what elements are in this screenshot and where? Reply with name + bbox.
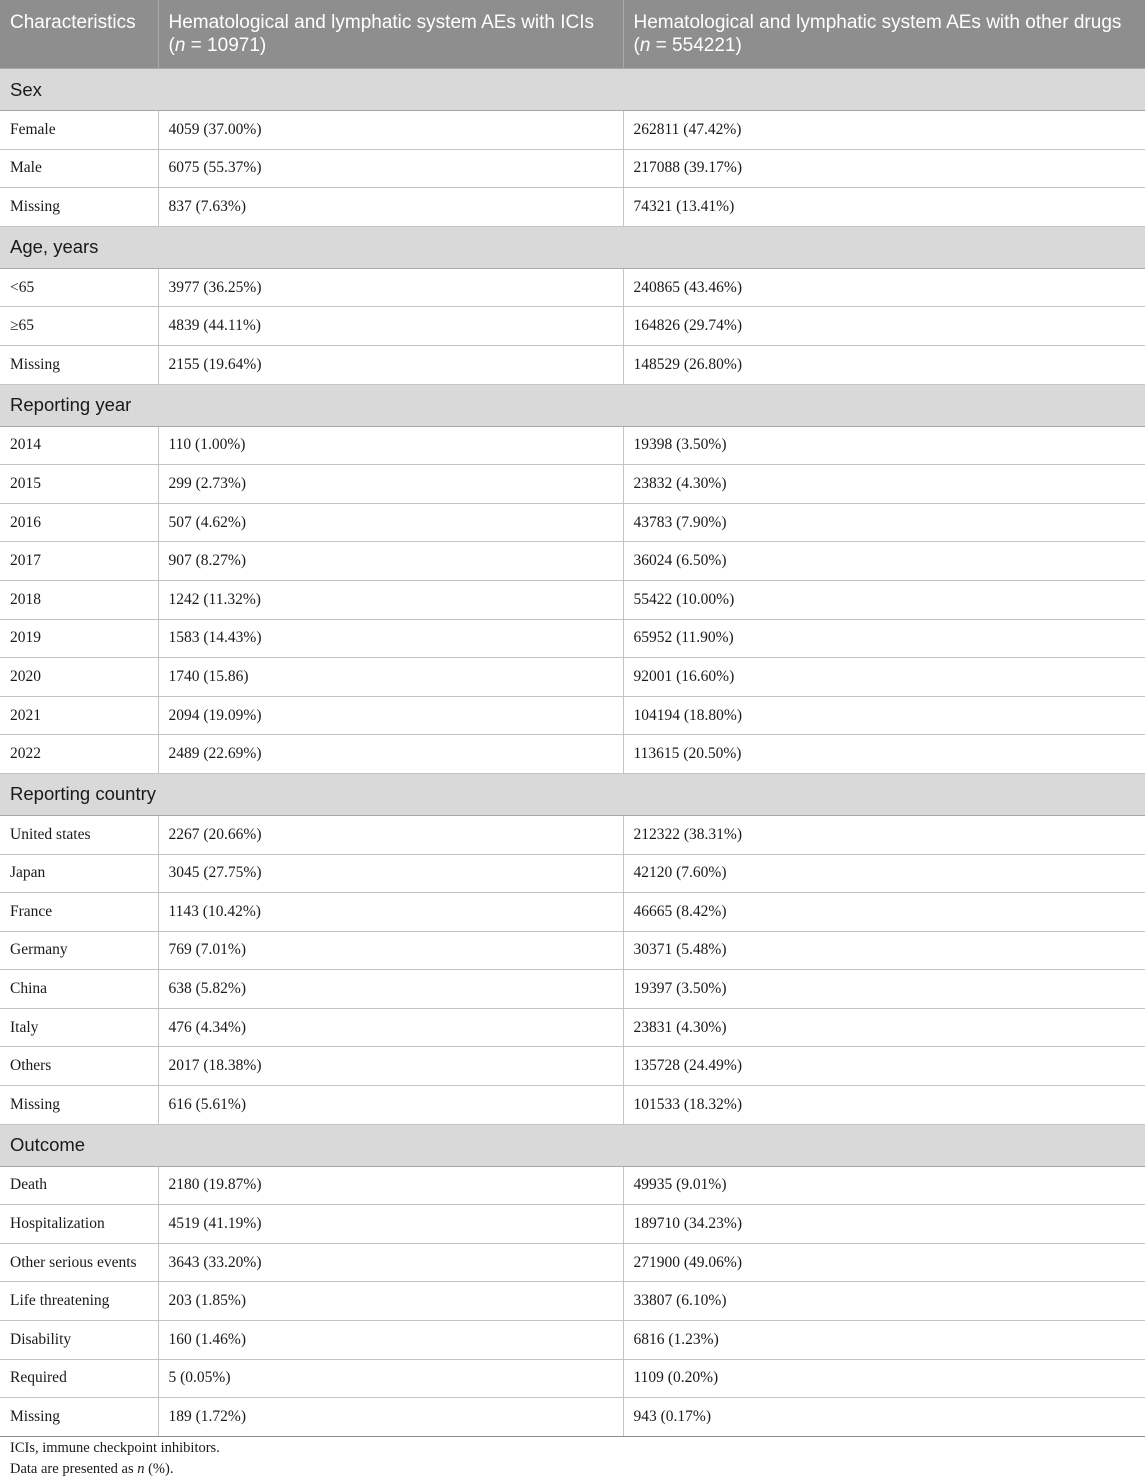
table-row: [0, 1047, 1145, 1086]
section-row: [0, 384, 1145, 426]
row-other-value: 6816 (1.23%): [623, 1321, 1145, 1360]
row-other-value: 135728 (24.49%): [623, 1047, 1145, 1086]
row-ici-value: 1143 (10.42%): [158, 893, 623, 932]
table-row: [0, 542, 1145, 581]
section-title: Sex: [0, 69, 1145, 111]
row-characteristic: 2017: [0, 542, 158, 581]
table-row: [0, 1243, 1145, 1282]
row-other-value: 148529 (26.80%): [623, 345, 1145, 384]
row-other-value: 189710 (34.23%): [623, 1205, 1145, 1244]
row-ici-value: 769 (7.01%): [158, 931, 623, 970]
row-characteristic: Germany: [0, 931, 158, 970]
row-characteristic: Missing: [0, 1398, 158, 1437]
row-characteristic: Missing: [0, 188, 158, 227]
row-characteristic: Death: [0, 1166, 158, 1205]
row-ici-value: 6075 (55.37%): [158, 149, 623, 188]
table-row: [0, 307, 1145, 346]
footnote-abbreviation: ICIs, immune checkpoint inhibitors.: [10, 1440, 220, 1456]
row-ici-value: 3643 (33.20%): [158, 1243, 623, 1282]
row-characteristic: Female: [0, 111, 158, 150]
row-other-value: 217088 (39.17%): [623, 149, 1145, 188]
row-characteristic: Hospitalization: [0, 1205, 158, 1244]
row-ici-value: 4059 (37.00%): [158, 111, 623, 150]
row-other-value: 23832 (4.30%): [623, 465, 1145, 504]
header-ici-label: Hematological and lymphatic system AEs with ICIs: [168, 12, 595, 33]
row-other-value: 240865 (43.46%): [623, 268, 1145, 307]
table-row: [0, 970, 1145, 1009]
table-row: [0, 1086, 1145, 1125]
footnote-data-format: Data are presented as n (%).: [10, 1461, 174, 1477]
row-ici-value: 4519 (41.19%): [158, 1205, 623, 1244]
row-characteristic: Others: [0, 1047, 158, 1086]
row-characteristic: Japan: [0, 854, 158, 893]
table-row: [0, 580, 1145, 619]
row-other-value: 30371 (5.48%): [623, 931, 1145, 970]
table-row: [0, 1282, 1145, 1321]
row-ici-value: 299 (2.73%): [158, 465, 623, 504]
table-row: [0, 149, 1145, 188]
row-other-value: 19397 (3.50%): [623, 970, 1145, 1009]
table-row: [0, 1008, 1145, 1047]
row-ici-value: 1583 (14.43%): [158, 619, 623, 658]
row-characteristic: 2021: [0, 696, 158, 735]
header-ici-group: Hematological and lymphatic system AEs with ICIs (n = 10971): [158, 0, 623, 69]
table-row: [0, 503, 1145, 542]
row-other-value: 46665 (8.42%): [623, 893, 1145, 932]
row-other-value: 33807 (6.10%): [623, 1282, 1145, 1321]
table-row: [0, 893, 1145, 932]
row-other-value: 113615 (20.50%): [623, 735, 1145, 774]
row-ici-value: 2180 (19.87%): [158, 1166, 623, 1205]
row-ici-value: 203 (1.85%): [158, 1282, 623, 1321]
row-ici-value: 638 (5.82%): [158, 970, 623, 1009]
table-row: [0, 1398, 1145, 1437]
row-ici-value: 3977 (36.25%): [158, 268, 623, 307]
row-ici-value: 3045 (27.75%): [158, 854, 623, 893]
header-other-group: Hematological and lymphatic system AEs with other drugs (n = 554221): [623, 0, 1145, 69]
row-other-value: 36024 (6.50%): [623, 542, 1145, 581]
row-other-value: 943 (0.17%): [623, 1398, 1145, 1437]
row-other-value: 104194 (18.80%): [623, 696, 1145, 735]
row-ici-value: 476 (4.34%): [158, 1008, 623, 1047]
table-body: [0, 69, 1145, 1437]
header-ici-n-value: = 10971): [185, 35, 267, 56]
table-row: [0, 735, 1145, 774]
row-other-value: 74321 (13.41%): [623, 188, 1145, 227]
section-row: [0, 69, 1145, 111]
table-row: [0, 426, 1145, 465]
table-row: [0, 619, 1145, 658]
table-row: [0, 696, 1145, 735]
section-row: [0, 1124, 1145, 1166]
section-title: Age, years: [0, 226, 1145, 268]
row-ici-value: 507 (4.62%): [158, 503, 623, 542]
row-characteristic: 2019: [0, 619, 158, 658]
row-characteristic: Italy: [0, 1008, 158, 1047]
table-row: [0, 1359, 1145, 1398]
header-other-n-var: n: [639, 35, 651, 56]
table-row: [0, 658, 1145, 697]
row-other-value: 101533 (18.32%): [623, 1086, 1145, 1125]
row-other-value: 212322 (38.31%): [623, 815, 1145, 854]
row-other-value: 164826 (29.74%): [623, 307, 1145, 346]
row-ici-value: 5 (0.05%): [158, 1359, 623, 1398]
table-row: [0, 1205, 1145, 1244]
row-characteristic: China: [0, 970, 158, 1009]
row-characteristic: 2020: [0, 658, 158, 697]
row-ici-value: 616 (5.61%): [158, 1086, 623, 1125]
row-other-value: 1109 (0.20%): [623, 1359, 1145, 1398]
row-ici-value: 907 (8.27%): [158, 542, 623, 581]
row-other-value: 55422 (10.00%): [623, 580, 1145, 619]
row-other-value: 271900 (49.06%): [623, 1243, 1145, 1282]
row-other-value: 92001 (16.60%): [623, 658, 1145, 697]
row-characteristic: Required: [0, 1359, 158, 1398]
section-title: Outcome: [0, 1124, 1145, 1166]
table-row: [0, 931, 1145, 970]
header-ici-n-var: n: [174, 35, 186, 56]
row-ici-value: 2094 (19.09%): [158, 696, 623, 735]
table-footnotes: [10, 1438, 220, 1480]
table-row: [0, 854, 1145, 893]
section-row: [0, 226, 1145, 268]
row-other-value: 19398 (3.50%): [623, 426, 1145, 465]
row-characteristic: Male: [0, 149, 158, 188]
table-row: [0, 1166, 1145, 1205]
row-ici-value: 4839 (44.11%): [158, 307, 623, 346]
section-title: Reporting country: [0, 773, 1145, 815]
row-other-value: 42120 (7.60%): [623, 854, 1145, 893]
row-characteristic: ≥65: [0, 307, 158, 346]
row-ici-value: 2017 (18.38%): [158, 1047, 623, 1086]
row-other-value: 43783 (7.90%): [623, 503, 1145, 542]
table-row: [0, 268, 1145, 307]
header-other-n-value: = 554221): [650, 35, 742, 56]
row-characteristic: 2022: [0, 735, 158, 774]
row-other-value: 65952 (11.90%): [623, 619, 1145, 658]
table-row: [0, 465, 1145, 504]
header-characteristics: Characteristics: [0, 0, 158, 69]
row-ici-value: 2489 (22.69%): [158, 735, 623, 774]
row-other-value: 23831 (4.30%): [623, 1008, 1145, 1047]
section-title: Reporting year: [0, 384, 1145, 426]
row-characteristic: Missing: [0, 345, 158, 384]
row-ici-value: 2267 (20.66%): [158, 815, 623, 854]
row-characteristic: Missing: [0, 1086, 158, 1125]
row-ici-value: 189 (1.72%): [158, 1398, 623, 1437]
row-characteristic: Life threatening: [0, 1282, 158, 1321]
table-row: [0, 1321, 1145, 1360]
row-characteristic: <65: [0, 268, 158, 307]
table-row: [0, 188, 1145, 227]
table-row: [0, 345, 1145, 384]
row-characteristic: Disability: [0, 1321, 158, 1360]
row-ici-value: 110 (1.00%): [158, 426, 623, 465]
row-ici-value: 1740 (15.86): [158, 658, 623, 697]
row-ici-value: 2155 (19.64%): [158, 345, 623, 384]
row-ici-value: 837 (7.63%): [158, 188, 623, 227]
row-characteristic: 2018: [0, 580, 158, 619]
header-other-label: Hematological and lymphatic system AEs with other drugs: [633, 12, 1122, 33]
row-other-value: 262811 (47.42%): [623, 111, 1145, 150]
table-row: [0, 111, 1145, 150]
row-characteristic: 2016: [0, 503, 158, 542]
row-characteristic: 2014: [0, 426, 158, 465]
row-other-value: 49935 (9.01%): [623, 1166, 1145, 1205]
row-characteristic: United states: [0, 815, 158, 854]
table-header-row: [0, 0, 1145, 69]
row-characteristic: 2015: [0, 465, 158, 504]
row-ici-value: 1242 (11.32%): [158, 580, 623, 619]
row-characteristic: France: [0, 893, 158, 932]
row-characteristic: Other serious events: [0, 1243, 158, 1282]
section-row: [0, 773, 1145, 815]
row-ici-value: 160 (1.46%): [158, 1321, 623, 1360]
table-row: [0, 815, 1145, 854]
